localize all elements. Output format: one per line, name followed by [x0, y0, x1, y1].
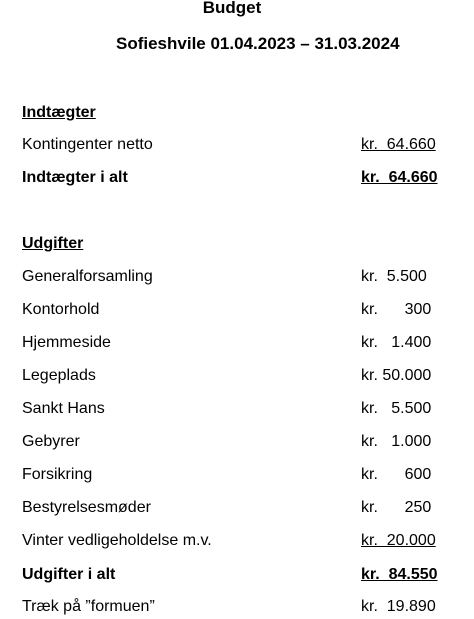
expense-row-label: Forsikring [22, 466, 93, 483]
expense-row-amount: kr. 300 [361, 301, 432, 318]
expense-row [22, 431, 448, 453]
draw-row [22, 596, 448, 618]
income-heading: Indtægter [22, 104, 96, 121]
income-row-label: Kontingenter netto [22, 136, 153, 153]
expense-row [22, 398, 448, 420]
expense-row-amount: kr. 250 [361, 499, 432, 516]
income-total-amount: kr. 64.660 [361, 169, 438, 186]
expense-row [22, 497, 448, 519]
expense-row-amount: kr. 5.500 [361, 400, 432, 417]
document-title: Budget [202, 0, 262, 17]
expense-row [22, 365, 448, 387]
income-total-label: Indtægter i alt [22, 169, 128, 186]
expense-row-amount: kr. 5.500 [361, 268, 427, 285]
expense-row-amount: kr. 600 [361, 466, 432, 483]
expense-row-label: Vinter vedligeholdelse m.v. [22, 532, 212, 549]
expense-row-amount: kr. 50.000 [361, 367, 432, 384]
expense-row-label: Legeplads [22, 367, 96, 384]
expense-row [22, 299, 448, 321]
income-row [22, 134, 448, 156]
expense-row-amount: kr. 1.400 [361, 334, 432, 351]
draw-amount: kr. 19.890 [361, 598, 436, 615]
expense-row [22, 332, 448, 354]
expense-row [22, 266, 448, 288]
expense-row-label: Bestyrelsesmøder [22, 499, 151, 516]
document-subtitle: Sofieshvile 01.04.2023 – 31.03.2024 [116, 34, 400, 53]
expenses-total-label: Udgifter i alt [22, 566, 116, 583]
expense-row-label: Gebyrer [22, 433, 80, 450]
expense-row-label: Hjemmeside [22, 334, 111, 351]
draw-label: Træk på ”formuen” [22, 598, 155, 615]
expenses-heading: Udgifter [22, 235, 84, 252]
expense-row [22, 530, 448, 552]
expense-row-label: Sankt Hans [22, 400, 105, 417]
expense-row-label: Kontorhold [22, 301, 100, 318]
expense-row-label: Generalforsamling [22, 268, 153, 285]
expense-row [22, 464, 448, 486]
expense-row-amount: kr. 1.000 [361, 433, 432, 450]
expenses-total-row [22, 564, 448, 586]
expenses-total-amount: kr. 84.550 [361, 566, 438, 583]
income-row-amount: kr. 64.660 [361, 136, 436, 153]
income-total-row [22, 167, 448, 189]
expense-row-amount: kr. 20.000 [361, 532, 436, 549]
